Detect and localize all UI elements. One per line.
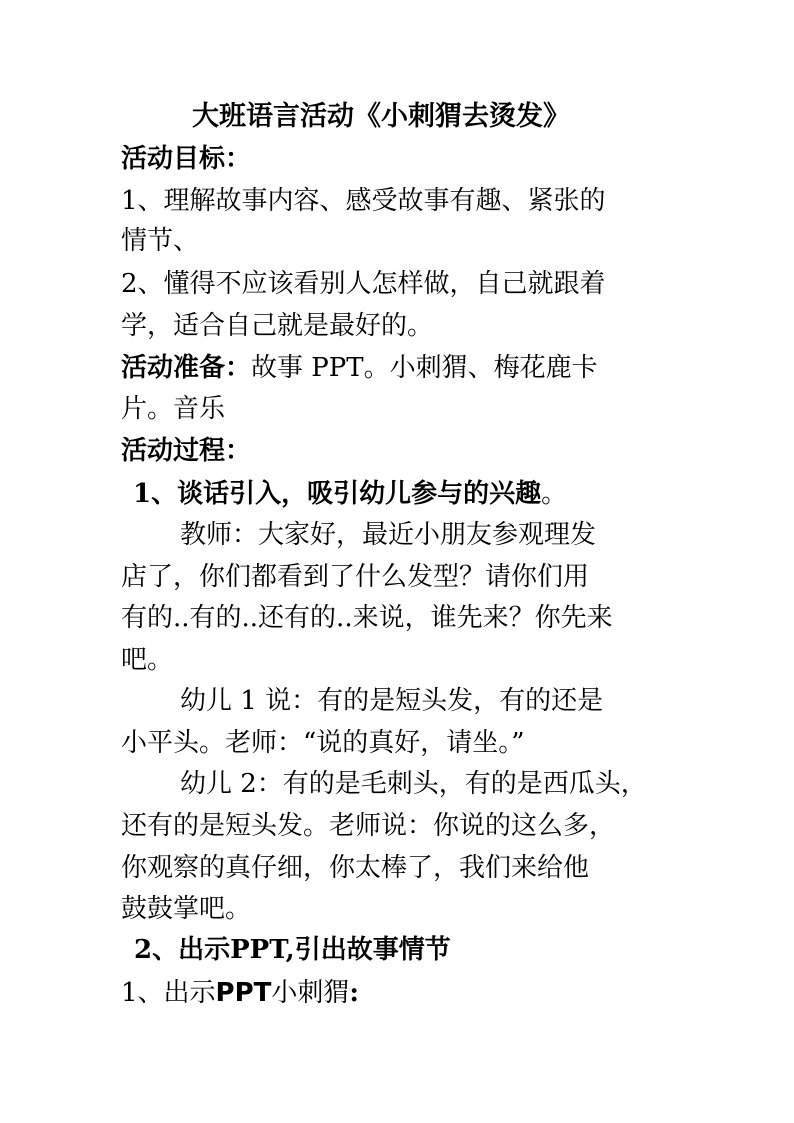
child2-line1: 幼儿 2：有的是毛刺头，有的是西瓜头， <box>180 769 647 799</box>
sub1-ppt: PPT <box>215 978 272 1008</box>
child1-line1: 幼儿 1 说：有的是短头发，有的还是 <box>180 686 604 716</box>
teacher-line1: 教师：大家好，最近小朋友参观理发 <box>180 520 597 550</box>
sub1-rest: 小刺猬 <box>271 978 350 1008</box>
step1-heading-line <box>133 474 567 515</box>
teacher-line2: 店了，你们都看到了什么发型？请你们用 <box>121 562 590 592</box>
sub1-line <box>121 973 359 1014</box>
prep-line1 <box>121 348 598 389</box>
step2-heading: 2、出示PPT,引出故事情节 <box>134 935 451 965</box>
teacher-line4: 吧。 <box>121 645 174 675</box>
child1-line2: 小平头。老师：“说的真好，请坐。” <box>121 728 525 758</box>
prep-heading: 活动准备： <box>121 353 252 383</box>
prep-line2: 片。音乐 <box>121 394 226 424</box>
step1-end: 。 <box>541 479 568 509</box>
child2-line4: 鼓鼓掌吧。 <box>121 894 252 924</box>
goals-heading: 活动目标： <box>121 144 252 174</box>
child2-line3: 你观察的真仔细，你太棒了，我们来给他 <box>121 853 590 883</box>
sub1-colon: : <box>349 978 360 1008</box>
sub1-prefix: 1、出示 <box>121 978 216 1008</box>
prep-text: 故事 PPT。小刺猬、梅花鹿卡 <box>251 353 598 383</box>
teacher-line3: 有的..有的..还有的..来说，谁先来？你先来 <box>121 603 613 633</box>
process-heading: 活动过程： <box>121 436 252 466</box>
goal1-line2: 情节、 <box>121 226 200 256</box>
goal1-line1: 1、理解故事内容、感受故事有趣、紧张的 <box>121 186 606 216</box>
goal2-line1: 2、懂得不应该看别人怎样做，自己就跟着 <box>121 269 606 299</box>
goal2-line2: 学，适合自己就是最好的。 <box>121 311 434 341</box>
child2-line2: 还有的是短头发。老师说：你说的这么多， <box>121 811 616 841</box>
step1-heading: 1、谈话引入，吸引幼儿参与的兴趣 <box>133 479 542 509</box>
document-title: 大班语言活动《小刺猬去烫发》 <box>192 101 570 132</box>
